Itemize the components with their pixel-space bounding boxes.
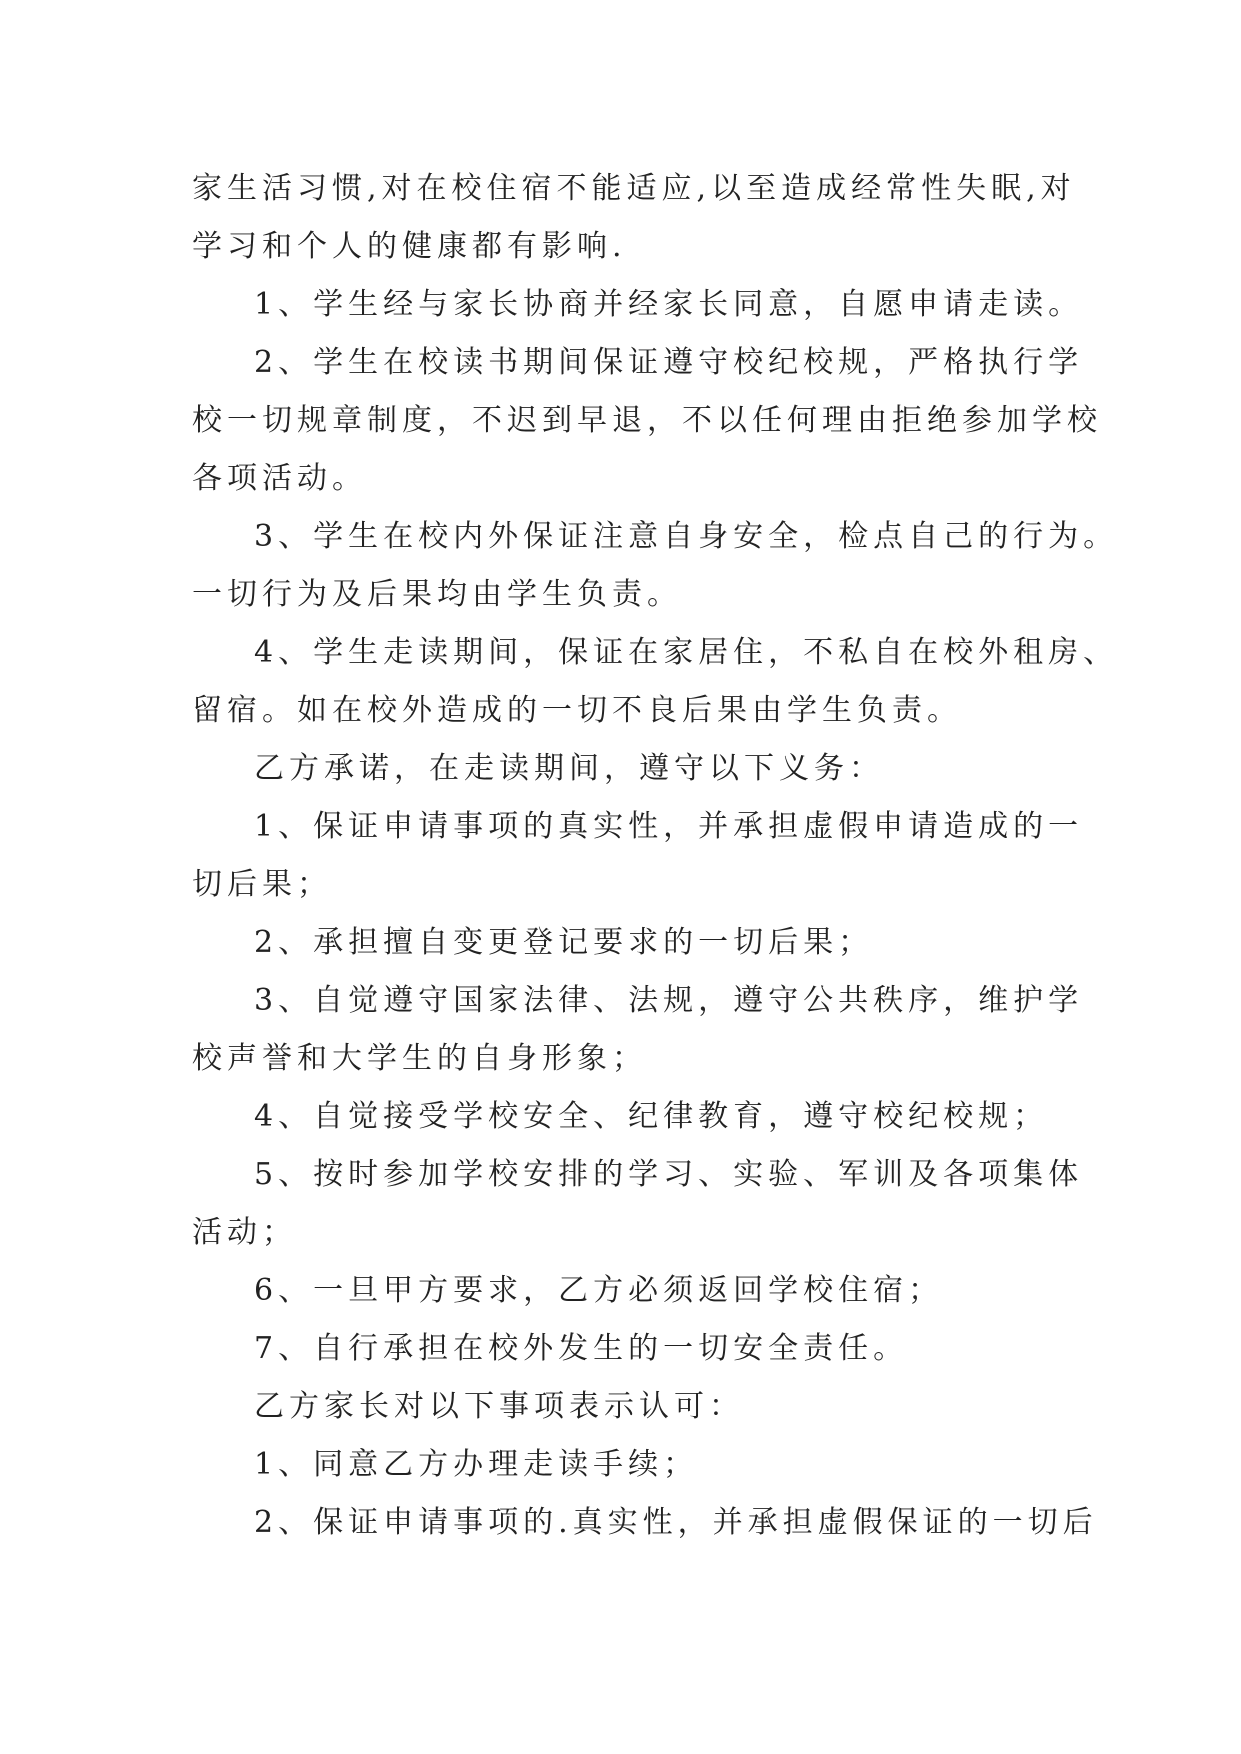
- text-line: 5、按时参加学校安排的学习、实验、军训及各项集体: [254, 1157, 1084, 1192]
- text-line: 4、学生走读期间，保证在家居住，不私自在校外租房、: [254, 635, 1119, 670]
- text-line: 家生活习惯,对在校住宿不能适应,以至造成经常性失眠,对: [192, 171, 1076, 206]
- document-body: [192, 160, 1119, 1552]
- text-line: 2、保证申请事项的.真实性，并承担虚假保证的一切后: [254, 1505, 1098, 1540]
- text-line: 7、自行承担在校外发生的一切安全责任。: [254, 1331, 909, 1366]
- text-line: 3、学生在校内外保证注意自身安全，检点自己的行为。: [254, 519, 1119, 554]
- text-line: 乙方承诺，在走读期间，遵守以下义务：: [254, 751, 884, 786]
- text-line: 2、承担擅自变更登记要求的一切后果；: [254, 925, 874, 960]
- text-line: 校一切规章制度，不迟到早退，不以任何理由拒绝参加学校: [192, 403, 1102, 438]
- text-line: 一切行为及后果均由学生负责。: [192, 577, 682, 612]
- text-line: 1、同意乙方办理走读手续；: [254, 1447, 699, 1482]
- text-line: 1、保证申请事项的真实性，并承担虚假申请造成的一: [254, 809, 1084, 844]
- text-line: 2、学生在校读书期间保证遵守校纪校规，严格执行学: [254, 345, 1084, 380]
- text-line: 各项活动。: [192, 461, 367, 496]
- text-line: 4、自觉接受学校安全、纪律教育，遵守校纪校规；: [254, 1099, 1049, 1134]
- text-line: 活动；: [192, 1215, 297, 1250]
- text-line: 乙方家长对以下事项表示认可：: [254, 1389, 744, 1424]
- text-line: 切后果；: [192, 867, 332, 902]
- text-line: 3、自觉遵守国家法律、法规，遵守公共秩序，维护学: [254, 983, 1084, 1018]
- text-line: 1、学生经与家长协商并经家长同意，自愿申请走读。: [254, 287, 1084, 322]
- text-line: 学习和个人的健康都有影响.: [192, 229, 627, 264]
- text-line: 校声誉和大学生的自身形象；: [192, 1041, 647, 1076]
- text-line: 6、一旦甲方要求，乙方必须返回学校住宿；: [254, 1273, 944, 1308]
- text-line: 留宿。如在校外造成的一切不良后果由学生负责。: [192, 693, 962, 728]
